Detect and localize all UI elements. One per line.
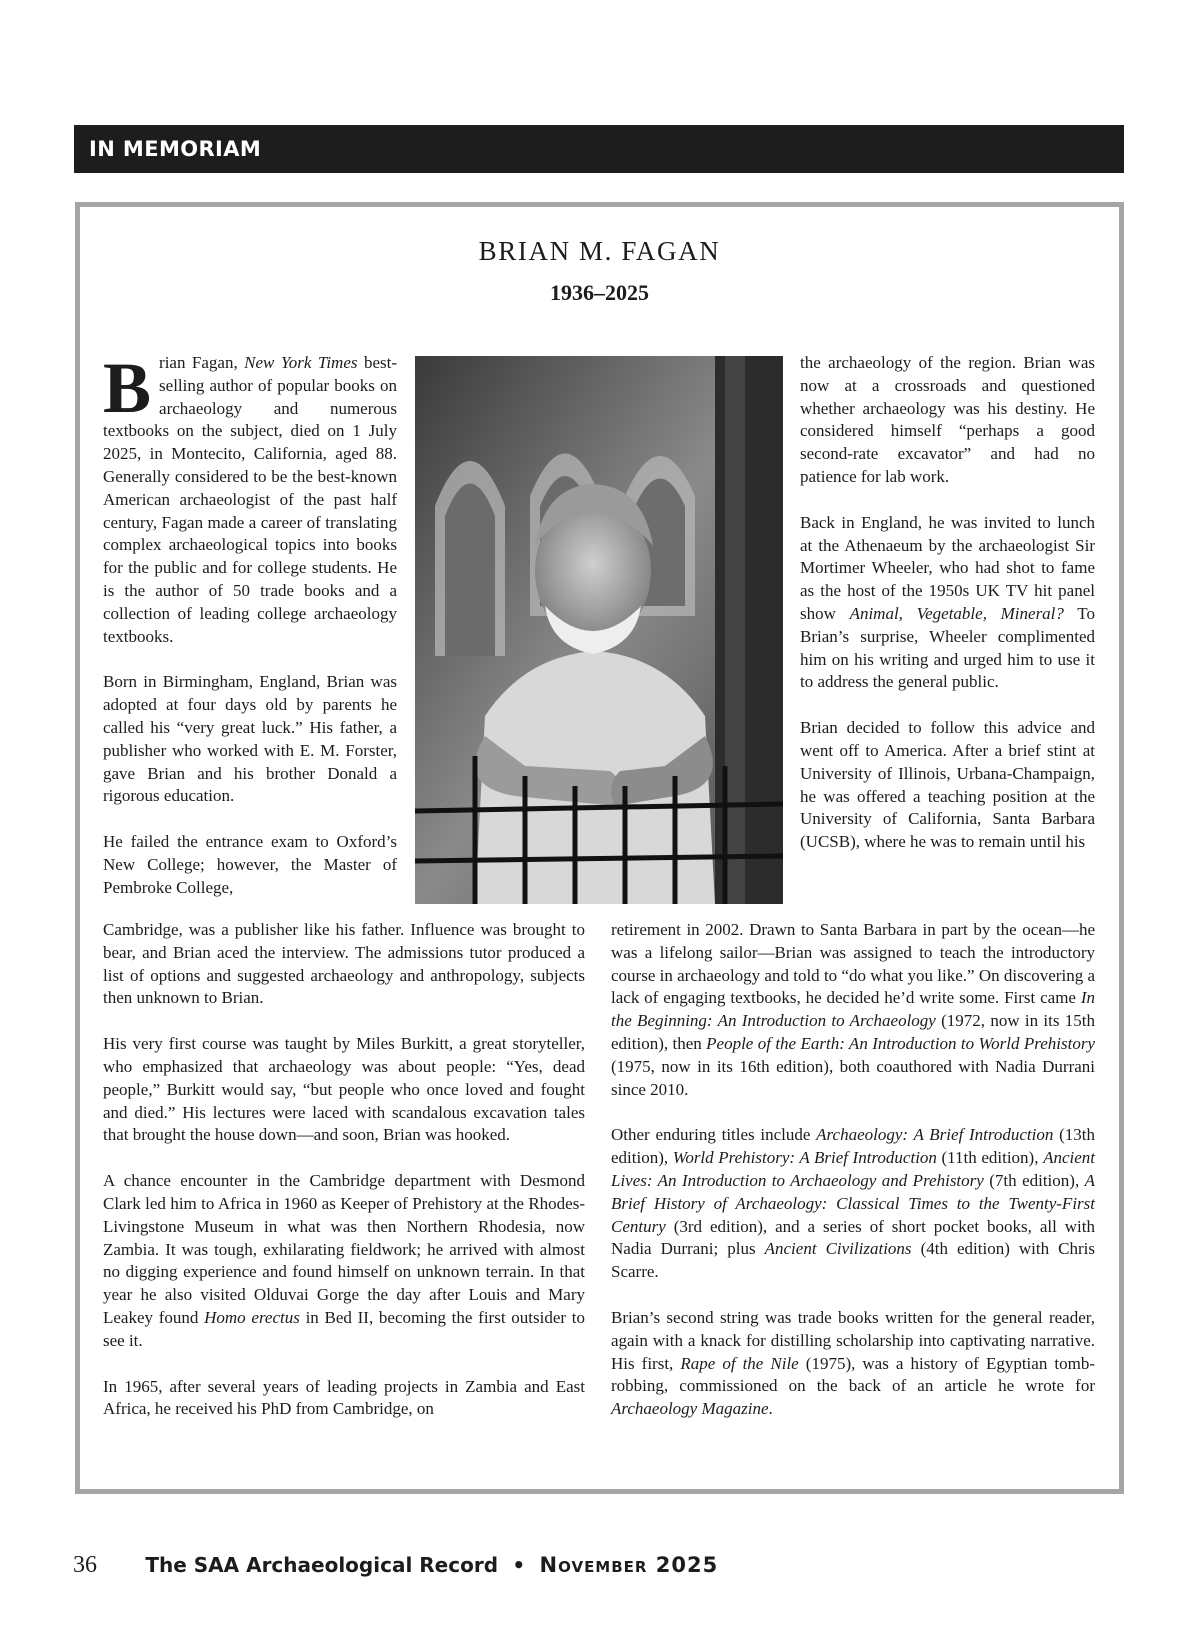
paragraph: He failed the entrance exam to Oxford’s New College; however, the Master of Pembroke College, [103,832,397,897]
paragraph: the archaeology of the region. Brian was now at a crossroads and questioned whether archaeology was his destiny. He considered himself “perhaps a good second-rate excavator” and had no patience for lab work. [800,353,1095,486]
left-column-upper [103,348,397,900]
paragraph: His very first course was taught by Miles Burkitt, a great storyteller, who emphasized that archaeology was about people: “Yes, dead people,” Burkitt would say, “but people who once loved and fought and died.” His lectures were laced with scandalous excavation tales that brought the house down—and soon, Brian was hooked. [103,1034,585,1145]
right-column-lower [611,919,1095,1421]
drop-cap: B [103,348,152,428]
section-header-bar [74,125,1124,173]
paragraph: Other enduring titles include Archaeology: A Brief Introduction (13th edition), World Prehistory: A Brief Introduction (11th edition), Ancient Lives: An Introduction to Archaeology and Prehistory (7th edition), A Brief History of Archaeology: Classical Times to the Twenty-First Century (3rd edition), and a series of short pocket books, all with Nadia Durrani; plus Ancient Civilizations (4th edition) with Chris Scarre. [611,1125,1096,1282]
left-column-lower [103,919,585,1421]
paragraph: Born in Birmingham, England, Brian was adopted at four days old by parents he called his “very great luck.” His father, a publisher who worked with E. M. Forster, gave Brian and his brother Donald a rigorous education. [103,672,397,806]
paragraph: In 1965, after several years of leading projects in Zambia and East Africa, he received his PhD from Cambridge, on [103,1376,585,1419]
right-column-upper [800,352,1095,854]
footer-bullet: • [512,1553,526,1577]
obituary-dates: 1936–2025 [550,280,649,305]
paragraph: Cambridge, was a publisher like his father. Influence was brought to bear, and Brian aced the interview. The admissions tutor produced a list of options and suggested archaeology and anthropology, subjects then unknown to Brian. [103,920,585,1008]
portrait-photo [415,356,783,904]
paragraph: Brian Fagan, New York Times best-selling author of popular books on archaeology and numerous textbooks on the subject, died on 1 July 2025, in Montecito, California, aged 88. Generally considered to be the best-known American archaeologist of the past half century, Fagan made a career of translating complex archaeological topics into books for the public and for college students. He is the author of 50 trade books and a collection of leading college archaeology textbooks. [103,348,397,646]
portrait-photo-graphic [415,356,783,904]
issue-date: November 2025 [539,1553,719,1577]
page-number: 36 [73,1552,97,1578]
paragraph: Brian’s second string was trade books written for the general reader, again with a knack for distilling scholarship into captivating narrative. His first, Rape of the Nile (1975), was a history of Egyptian tomb-robbing, commissioned on the back of an article he wrote for Archaeology Magazine. [611,1307,1095,1419]
paragraph: A chance encounter in the Cambridge department with Desmond Clark led him to Africa in 1960 as Keeper of Prehistory at the Rhodes-Livingstone Museum in what was then Northern Rhodesia, now Zambia. It was tough, exhilarating fieldwork; he arrived with almost no digging experience and found himself on unknown terrain. In that year he also visited Olduvai Gorge the day after Louis and Mary Leakey found Homo erectus in Bed II, becoming the first outsider to see it. [103,1171,585,1350]
obituary-name: BRIAN M. FAGAN [478,236,721,266]
publication-title: The SAA Archaeological Record [145,1553,499,1577]
paragraph: retirement in 2002. Drawn to Santa Barbara in part by the ocean—he was a lifelong sailor—Brian was assigned to teach the introductory course in archaeology and told to “do what you like.” On discovering a lack of engaging textbooks, he decided he’d write some. First came In the Beginning: An Introduction to Archaeology (1972, now in its 15th edition), then People of the Earth: An Introduction to World Prehistory (1975, now in its 16th edition), both coauthored with Nadia Durrani since 2010. [611,920,1095,1099]
section-label: IN MEMORIAM [89,137,262,161]
paragraph: Back in England, he was invited to lunch at the Athenaeum by the archaeologist Sir Mortimer Wheeler, who had shot to fame as the host of the 1950s UK TV hit panel show Animal, Vegetable, Mineral? To Brian’s surprise, Wheeler complimented him on his writing and urged him to use it to address the general public. [800,512,1095,692]
paragraph: Brian decided to follow this advice and went off to America. After a brief stint at University of Illinois, Urbana-Champaign, he was offered a teaching position at the University of California, Santa Barbara (UCSB), where he was to remain until his [800,718,1095,852]
page-footer [73,1552,718,1579]
